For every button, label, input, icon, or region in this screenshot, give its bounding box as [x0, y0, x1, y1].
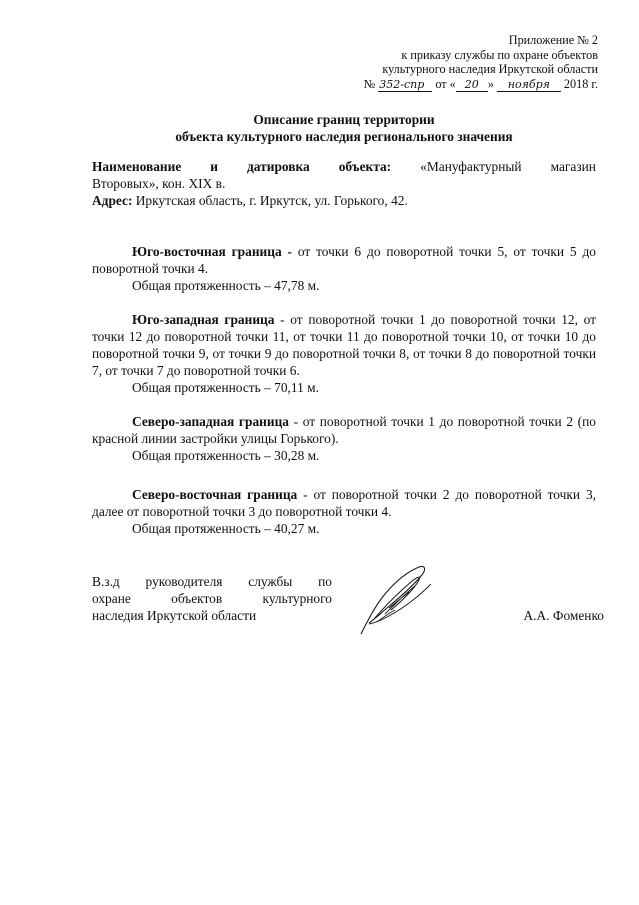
order-date-from: от «	[435, 76, 456, 91]
object-name-label-word: датировка	[247, 159, 310, 174]
boundary-description	[92, 413, 596, 447]
object-name-row	[92, 158, 596, 175]
object-name-label-word: Наименование	[92, 159, 182, 174]
boundary-text: - от поворотной точки 1 до поворотной точки 12, от точки 12 до поворотной точки 11, от точки 11 до поворотной точки 10, от точки 10 до поворотной точки 9, от точки 9 до поворотной точки 8, от точки 8 до поворотной точки 7, от точки 7 до поворотной точки 6.	[92, 312, 596, 378]
boundary-description	[92, 311, 596, 379]
object-name-value-word: «Мануфактурный	[420, 159, 522, 174]
boundary-section-southeast	[92, 243, 596, 294]
order-year: 2018 г.	[563, 76, 598, 91]
boundary-heading: Северо-восточная граница	[132, 487, 298, 502]
boundary-section-northeast	[92, 486, 596, 537]
object-address	[92, 192, 596, 209]
object-name-value-word: магазин	[550, 159, 596, 174]
object-name-label-word: объекта:	[338, 159, 392, 174]
position-line: наследия Иркутской области	[92, 608, 257, 623]
boundary-length: Общая протяженность – 70,11 м.	[132, 380, 319, 395]
boundary-text: от точки 6 до поворотной точки 5, от точки 5 до поворотной точки 4.	[92, 244, 597, 276]
appendix-order-line	[298, 77, 598, 92]
order-date-close-quote: »	[487, 76, 494, 91]
appendix-line-2: к приказу службы по охране объектов	[401, 47, 598, 62]
order-number-label: №	[363, 76, 376, 91]
boundary-section-northwest	[92, 413, 596, 464]
order-day: 20	[456, 79, 488, 92]
boundary-description	[92, 486, 596, 520]
handwritten-signature	[355, 562, 435, 637]
document-title	[92, 112, 596, 145]
boundary-text: - от поворотной точки 2 до поворотной точки 3, далее от поворотной точки 3 до поворотной точки 4.	[92, 487, 596, 519]
boundary-length: Общая протяженность – 30,28 м.	[132, 448, 320, 463]
signer-name: А.А. Фоменко	[523, 608, 604, 623]
signatory-position	[92, 573, 332, 624]
boundary-description	[92, 243, 596, 277]
boundary-section-southwest	[92, 311, 596, 396]
address-value: Иркутская область, г. Иркутск, ул. Горького, 42.	[132, 193, 408, 208]
position-line: В.з.д руководителя службы по	[92, 574, 332, 589]
position-line: охране объектов культурного	[92, 591, 332, 606]
boundary-heading: Юго-западная граница	[132, 312, 275, 327]
order-number: 352-спр	[378, 79, 432, 92]
boundary-heading: Юго-восточная граница -	[132, 244, 292, 259]
object-name-label-word: и	[210, 159, 219, 174]
title-line-1: Описание границ территории	[253, 112, 435, 127]
boundary-heading: Северо-западная граница	[132, 414, 289, 429]
appendix-line-1: Приложение № 2	[508, 33, 598, 47]
boundary-length: Общая протяженность – 40,27 м.	[132, 521, 320, 536]
boundary-length: Общая протяженность – 47,78 м.	[132, 278, 320, 293]
appendix-header	[298, 33, 598, 92]
object-name-continuation: Второвых», кон. XIX в.	[92, 176, 226, 191]
title-line-2: объекта культурного наследия регионального значения	[175, 128, 513, 144]
boundary-text: - от поворотной точки 1 до поворотной точки 2 (по красной линии застройки улицы Горького).	[92, 414, 596, 446]
object-info	[92, 158, 596, 209]
order-month: ноября	[497, 79, 561, 92]
address-label: Адрес:	[92, 193, 133, 208]
appendix-line-3: культурного наследия Иркутской области	[382, 62, 598, 76]
